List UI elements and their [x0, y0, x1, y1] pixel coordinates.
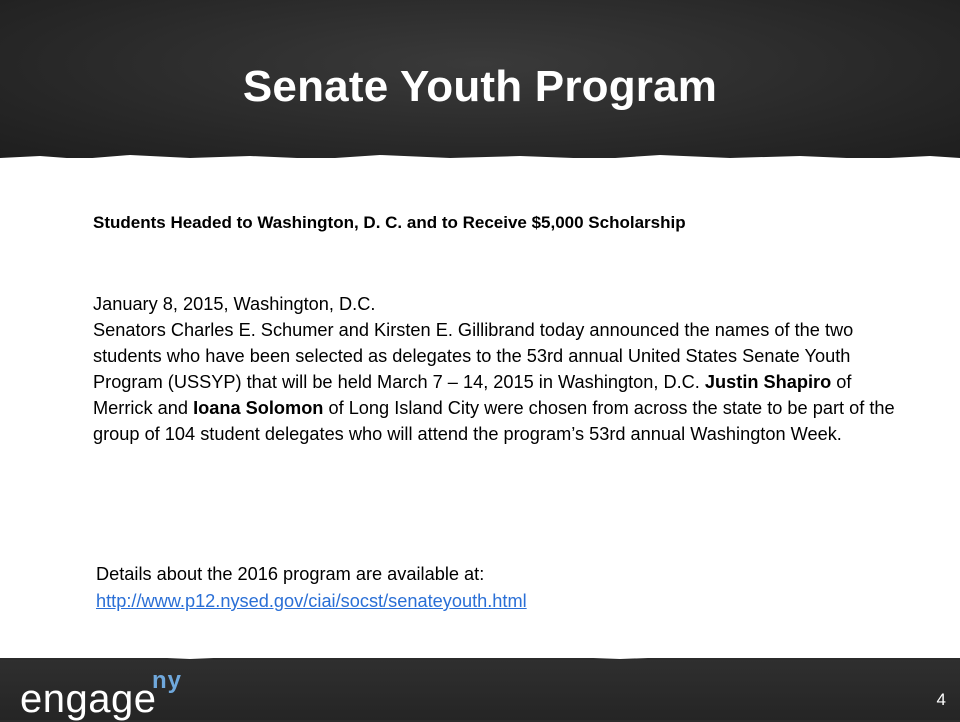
logo-main-text: engage	[20, 677, 157, 721]
body-text-1: Senators Charles E. Schumer and Kirsten E. Gillibrand today announced the names of the two students who have been selected as delegates to the 53rd annual United States Senate Youth Program (USSYP) that will be held March 7 – 14, 2015 in Washington, D.C.	[93, 320, 854, 392]
date-line: January 8, 2015, Washington, D.C.	[93, 294, 376, 314]
details-link[interactable]: http://www.p12.nysed.gov/ciai/socst/senateyouth.html	[96, 591, 527, 611]
article-paragraph	[93, 317, 913, 447]
details-text: Details about the 2016 program are available at:	[96, 564, 485, 584]
details-section	[96, 561, 896, 615]
body-text-2: of Merrick and	[93, 372, 852, 418]
article-headline: Students Headed to Washington, D. C. and to Receive $5,000 Scholarship	[93, 213, 686, 232]
page-number: 4	[936, 690, 946, 709]
student-name-1: Justin Shapiro	[704, 372, 832, 392]
article-body	[93, 291, 913, 447]
student-name-2: Ioana Solomon	[193, 398, 324, 418]
body-text-3: of Long Island City were chosen from across the state to be part of the group of 104 student delegates who will attend the program’s 53rd annual Washington Week.	[93, 398, 895, 444]
slide-title: Senate Youth Program	[242, 62, 718, 111]
logo-superscript: ny	[152, 667, 183, 694]
